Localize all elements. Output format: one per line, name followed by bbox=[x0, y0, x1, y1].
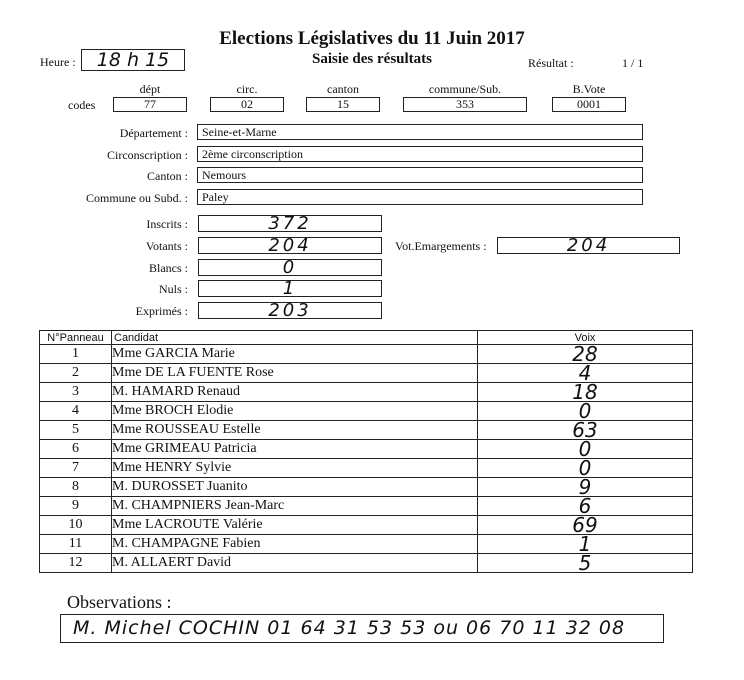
panneau-number: 5 bbox=[40, 421, 112, 440]
inscrits-field[interactable]: 372 bbox=[198, 215, 382, 232]
departement-field[interactable]: Seine-et-Marne bbox=[197, 124, 643, 140]
panneau-number: 7 bbox=[40, 459, 112, 478]
emargements-label: Vot.Emargements : bbox=[395, 239, 487, 253]
code-header-bvote: B.Vote bbox=[572, 82, 606, 96]
form-title: Elections Législatives du 11 Juin 2017 bbox=[219, 28, 525, 49]
panneau-number: 10 bbox=[40, 516, 112, 535]
panneau-number: 2 bbox=[40, 364, 112, 383]
voix-field[interactable]: 1 bbox=[478, 535, 693, 554]
results-table bbox=[39, 330, 693, 573]
circonscription-label: Circonscription : bbox=[107, 148, 188, 162]
candidate-name: Mme GARCIA Marie bbox=[112, 345, 478, 364]
inscrits-label: Inscrits : bbox=[146, 217, 188, 231]
candidate-name: M. ALLAERT David bbox=[112, 554, 478, 573]
candidate-name: M. DUROSSET Juanito bbox=[112, 478, 478, 497]
panneau-number: 8 bbox=[40, 478, 112, 497]
voix-field[interactable]: 6 bbox=[478, 497, 693, 516]
table-row bbox=[40, 478, 693, 497]
exprimes-label: Exprimés : bbox=[135, 304, 188, 318]
code-bvote-field[interactable]: 0001 bbox=[552, 97, 626, 112]
col-header-candidat: Candidat bbox=[112, 331, 478, 345]
code-commune-field[interactable]: 353 bbox=[403, 97, 527, 112]
commune-label: Commune ou Subd. : bbox=[85, 191, 188, 205]
table-row bbox=[40, 383, 693, 402]
resultat-value: 1 / 1 bbox=[622, 56, 644, 70]
candidate-name: Mme LACROUTE Valérie bbox=[112, 516, 478, 535]
col-header-panneau: N°Panneau bbox=[40, 331, 112, 345]
voix-field[interactable]: 0 bbox=[478, 459, 693, 478]
voix-field[interactable]: 69 bbox=[478, 516, 693, 535]
observations-field[interactable]: M. Michel COCHIN 01 64 31 53 53 ou 06 70 11 32 08 bbox=[60, 614, 664, 643]
panneau-number: 3 bbox=[40, 383, 112, 402]
candidate-name: Mme ROUSSEAU Estelle bbox=[112, 421, 478, 440]
panneau-number: 6 bbox=[40, 440, 112, 459]
table-row bbox=[40, 535, 693, 554]
resultat-label: Résultat : bbox=[528, 56, 574, 70]
voix-field[interactable]: 28 bbox=[478, 345, 693, 364]
code-canton-field[interactable]: 15 bbox=[306, 97, 380, 112]
candidate-name: Mme DE LA FUENTE Rose bbox=[112, 364, 478, 383]
code-header-dept: dépt bbox=[139, 82, 161, 96]
voix-field[interactable]: 9 bbox=[478, 478, 693, 497]
nuls-label: Nuls : bbox=[158, 282, 188, 296]
code-header-canton: canton bbox=[327, 82, 359, 96]
panneau-number: 4 bbox=[40, 402, 112, 421]
form-subtitle: Saisie des résultats bbox=[312, 51, 432, 67]
candidate-name: Mme GRIMEAU Patricia bbox=[112, 440, 478, 459]
candidate-name: M. CHAMPNIERS Jean-Marc bbox=[112, 497, 478, 516]
code-header-circ: circ. bbox=[236, 82, 258, 96]
table-row bbox=[40, 516, 693, 535]
codes-label: codes bbox=[68, 98, 96, 112]
panneau-number: 9 bbox=[40, 497, 112, 516]
heure-field[interactable]: 18 h 15 bbox=[81, 49, 185, 71]
panneau-number: 12 bbox=[40, 554, 112, 573]
votants-field[interactable]: 204 bbox=[198, 237, 382, 254]
table-row bbox=[40, 554, 693, 573]
emargements-field[interactable]: 204 bbox=[497, 237, 680, 254]
departement-label: Département : bbox=[119, 126, 188, 140]
voix-field[interactable]: 5 bbox=[478, 554, 693, 573]
heure-label: Heure : bbox=[40, 55, 76, 69]
code-dept-field[interactable]: 77 bbox=[113, 97, 187, 112]
candidate-name: Mme HENRY Sylvie bbox=[112, 459, 478, 478]
commune-field[interactable]: Paley bbox=[197, 189, 643, 205]
observations-label: Observations : bbox=[67, 592, 172, 612]
canton-field[interactable]: Nemours bbox=[197, 167, 643, 183]
voix-field[interactable]: 18 bbox=[478, 383, 693, 402]
voix-field[interactable]: 0 bbox=[478, 440, 693, 459]
panneau-number: 11 bbox=[40, 535, 112, 554]
voix-field[interactable]: 0 bbox=[478, 402, 693, 421]
voix-field[interactable]: 63 bbox=[478, 421, 693, 440]
votants-label: Votants : bbox=[145, 239, 188, 253]
candidate-name: M. HAMARD Renaud bbox=[112, 383, 478, 402]
candidate-name: Mme BROCH Elodie bbox=[112, 402, 478, 421]
table-row bbox=[40, 440, 693, 459]
table-row bbox=[40, 459, 693, 478]
col-header-voix: Voix bbox=[478, 331, 693, 345]
code-header-commune: commune/Sub. bbox=[428, 82, 502, 96]
blancs-label: Blancs : bbox=[149, 261, 188, 275]
voix-field[interactable]: 4 bbox=[478, 364, 693, 383]
canton-label: Canton : bbox=[147, 169, 188, 183]
circonscription-field[interactable]: 2ème circonscription bbox=[197, 146, 643, 162]
nuls-field[interactable]: 1 bbox=[198, 280, 382, 297]
blancs-field[interactable]: 0 bbox=[198, 259, 382, 276]
exprimes-field[interactable]: 203 bbox=[198, 302, 382, 319]
table-row bbox=[40, 421, 693, 440]
candidate-name: M. CHAMPAGNE Fabien bbox=[112, 535, 478, 554]
panneau-number: 1 bbox=[40, 345, 112, 364]
code-circ-field[interactable]: 02 bbox=[210, 97, 284, 112]
table-row bbox=[40, 345, 693, 364]
